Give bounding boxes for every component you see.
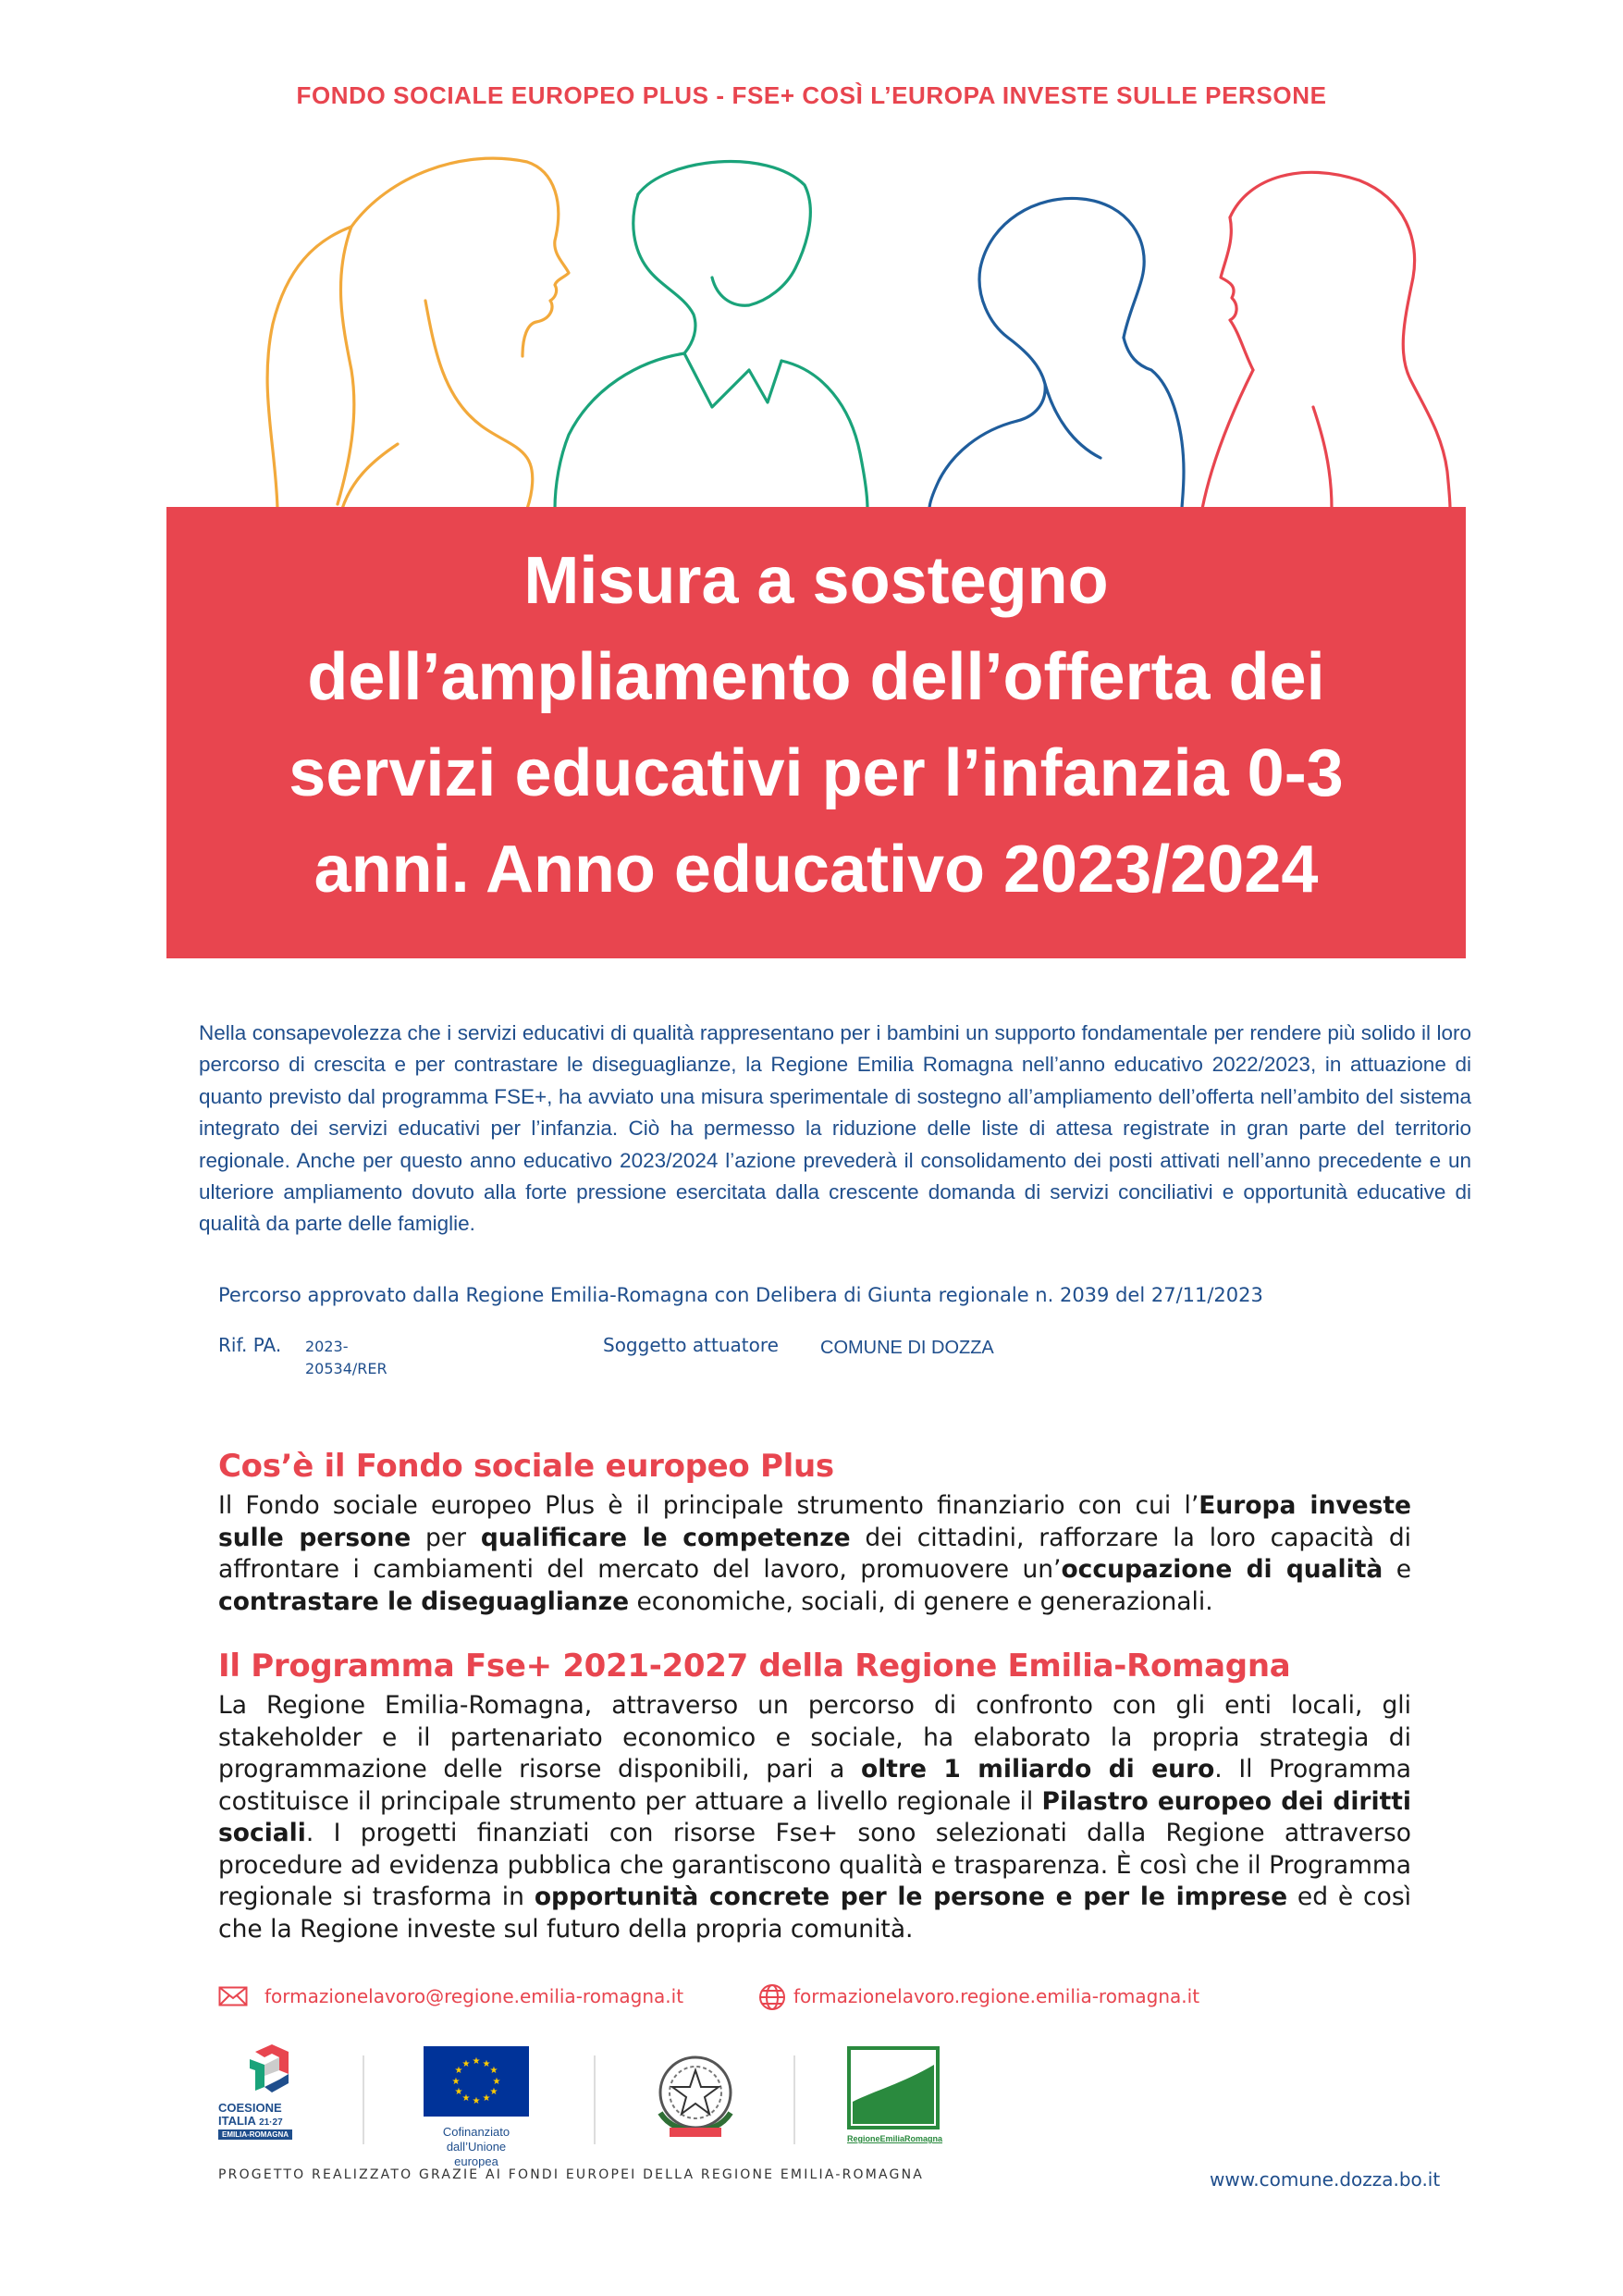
eu-logo (424, 2046, 535, 2168)
text: La Regione Emilia-Romagna, attraverso un percorso di confronto con gli enti locali, gli stakeholder e il partenariato economico e sociale, ha elaborato la propria strategia di programmazione delle risorse disponibili, pari a (218, 1691, 1411, 1784)
text: . Il Programma costituisce il principale strumento per attuare a livello regionale il (218, 1755, 1412, 1816)
soggetto-attuatore-value: COMUNE DI DOZZA (820, 1338, 994, 1358)
email-link[interactable]: formazionelavoro@regione.emilia-romagna.it (264, 1985, 684, 2007)
svg-text:★: ★ (454, 2066, 463, 2076)
soggetto-attuatore-label: Soggetto attuatore (603, 1334, 779, 1356)
italian-republic-emblem (647, 2048, 744, 2144)
title-line-3: servizi educativi per l’infanzia 0-3 (289, 736, 1344, 810)
text: economiche, sociali, di genere e generazionali. (629, 1586, 1213, 1616)
text: . I progetti finanziati con risorse Fse+ sono selezionati dalla Regione attraverso procedure ad evidenza pubblica che garantiscono qualità e trasparenza. È così che il Programma regionale si trasforma in (218, 1819, 1411, 1911)
page-header: FONDO SOCIALE EUROPEO PLUS - FSE+ COSÌ L’EUROPA INVESTE SULLE PERSONE (296, 81, 1327, 109)
svg-text:★: ★ (461, 2059, 471, 2069)
bold-text: opportunità concrete per le persone e per le imprese (534, 1882, 1288, 1911)
bold-text: Europa investe sulle persone (218, 1491, 1411, 1552)
rif-pa-value-line-1: 2023- (305, 1338, 349, 1355)
svg-text:★: ★ (451, 2077, 461, 2087)
title-line-1: Misura a sostegno (523, 544, 1109, 618)
text: ed è così che la Regione investe sul futuro della propria comunità. (218, 1882, 1411, 1944)
title-line-4: anni. Anno educativo 2023/2024 (314, 833, 1319, 907)
bold-text: occupazione di qualità (1061, 1555, 1383, 1584)
coesione-years: 21·27 (259, 2117, 283, 2128)
section-2-body (218, 1690, 1411, 1945)
text: e (1383, 1555, 1411, 1584)
svg-text:★: ★ (489, 2087, 498, 2097)
section-2-title: Il Programma Fse+ 2021-2027 della Regione Emilia-Romagna (218, 1648, 1291, 1685)
svg-text:★: ★ (492, 2077, 501, 2087)
coesione-italia-logo (218, 2044, 320, 2151)
svg-text:★: ★ (461, 2093, 471, 2104)
svg-text:★: ★ (472, 2096, 481, 2106)
bold-text: contrastare le diseguaglianze (218, 1586, 630, 1616)
region-logo-icon (847, 2046, 940, 2129)
republic-emblem-icon (647, 2048, 744, 2144)
footer-note: PROGETTO REALIZZATO GRAZIE AI FONDI EUROPEI DELLA REGIONE EMILIA-ROMAGNA (218, 2167, 925, 2182)
website-link[interactable]: formazionelavoro.regione.emilia-romagna.it (793, 1985, 1200, 2007)
eu-caption-line-1: Cofinanziato (442, 2125, 510, 2139)
globe-icon (758, 1983, 786, 2011)
coesione-mark-icon (237, 2044, 301, 2098)
svg-text:★: ★ (482, 2059, 491, 2069)
eu-caption-line-2: dall’Unione europea (446, 2140, 507, 2168)
section-1-title: Cos’è il Fondo sociale europeo Plus (218, 1448, 834, 1485)
logo-divider (594, 2055, 596, 2144)
rif-pa-value-line-2: 20534/RER (305, 1360, 387, 1377)
regione-emilia-romagna-logo (847, 2046, 943, 2148)
svg-text:★: ★ (472, 2056, 481, 2067)
svg-text:★: ★ (489, 2066, 498, 2076)
coesione-region: EMILIA-ROMAGNA (218, 2129, 292, 2140)
title-line-2: dell’ampliamento dell’offerta dei (307, 640, 1325, 714)
approval-text: Percorso approvato dalla Regione Emilia-Romagna con Delibera di Giunta regionale n. 2039 del 27/11/2023 (218, 1284, 1263, 1306)
intro-paragraph: Nella consapevolezza che i servizi educativi di qualità rappresentano per i bambini un supporto fondamentale per rendere più solido il loro percorso di crescita e per contrastare le diseguaglianze, la Regione Emilia Romagna nell’anno educativo 2022/2023, in attuazione di quanto previsto dal programma FSE+, ha avviato una misura sperimentale di sostegno all’ampliamento dell’offerta nell’ambito del sistema integrato dei servizi educativi per l’infanzia. Ciò ha permesso la riduzione delle liste di attesa registrate in gran parte del territorio regionale. Anche per questo anno educativo 2023/2024 l’azione prevederà il consolidamento dei posti attivati nell’anno precedente e un ulteriore ampliamento dovuto alla forte pressione esercitata dalla crescente domanda di servizi conciliativi e opportunità educative di qualità da parte delle famiglie. (199, 1021, 1471, 1236)
bold-text: Pilastro europeo dei diritti sociali (218, 1786, 1411, 1847)
region-caption: RegioneEmiliaRomagna (847, 2134, 943, 2143)
rif-pa-label: Rif. PA. (218, 1334, 282, 1356)
svg-text:★: ★ (482, 2093, 491, 2104)
text: per (411, 1523, 481, 1552)
text: dei cittadini, rafforzare la loro capacità di affrontare i cambiamenti del mercato del lavoro, promuovere un’ (218, 1523, 1412, 1584)
rif-pa-value (305, 1336, 444, 1380)
svg-text:★: ★ (454, 2087, 463, 2097)
bold-text: qualificare le competenze (480, 1523, 851, 1552)
logo-divider (793, 2055, 795, 2144)
title-banner (166, 507, 1466, 958)
municipality-website-link[interactable]: www.comune.dozza.bo.it (1210, 2168, 1441, 2191)
email-icon (218, 1986, 248, 2006)
text: Il Fondo sociale europeo Plus è il principale strumento finanziario con cui l’ (218, 1491, 1199, 1520)
section-1-body (218, 1490, 1411, 1618)
logo-divider (363, 2055, 364, 2144)
coesione-line-2: ITALIA (218, 2114, 256, 2128)
bold-text: oltre 1 miliardo di euro (861, 1755, 1215, 1784)
people-line-art-icon (250, 139, 1452, 509)
coesione-line-1: COESIONE (218, 2101, 282, 2115)
eu-flag-icon (424, 2046, 529, 2117)
